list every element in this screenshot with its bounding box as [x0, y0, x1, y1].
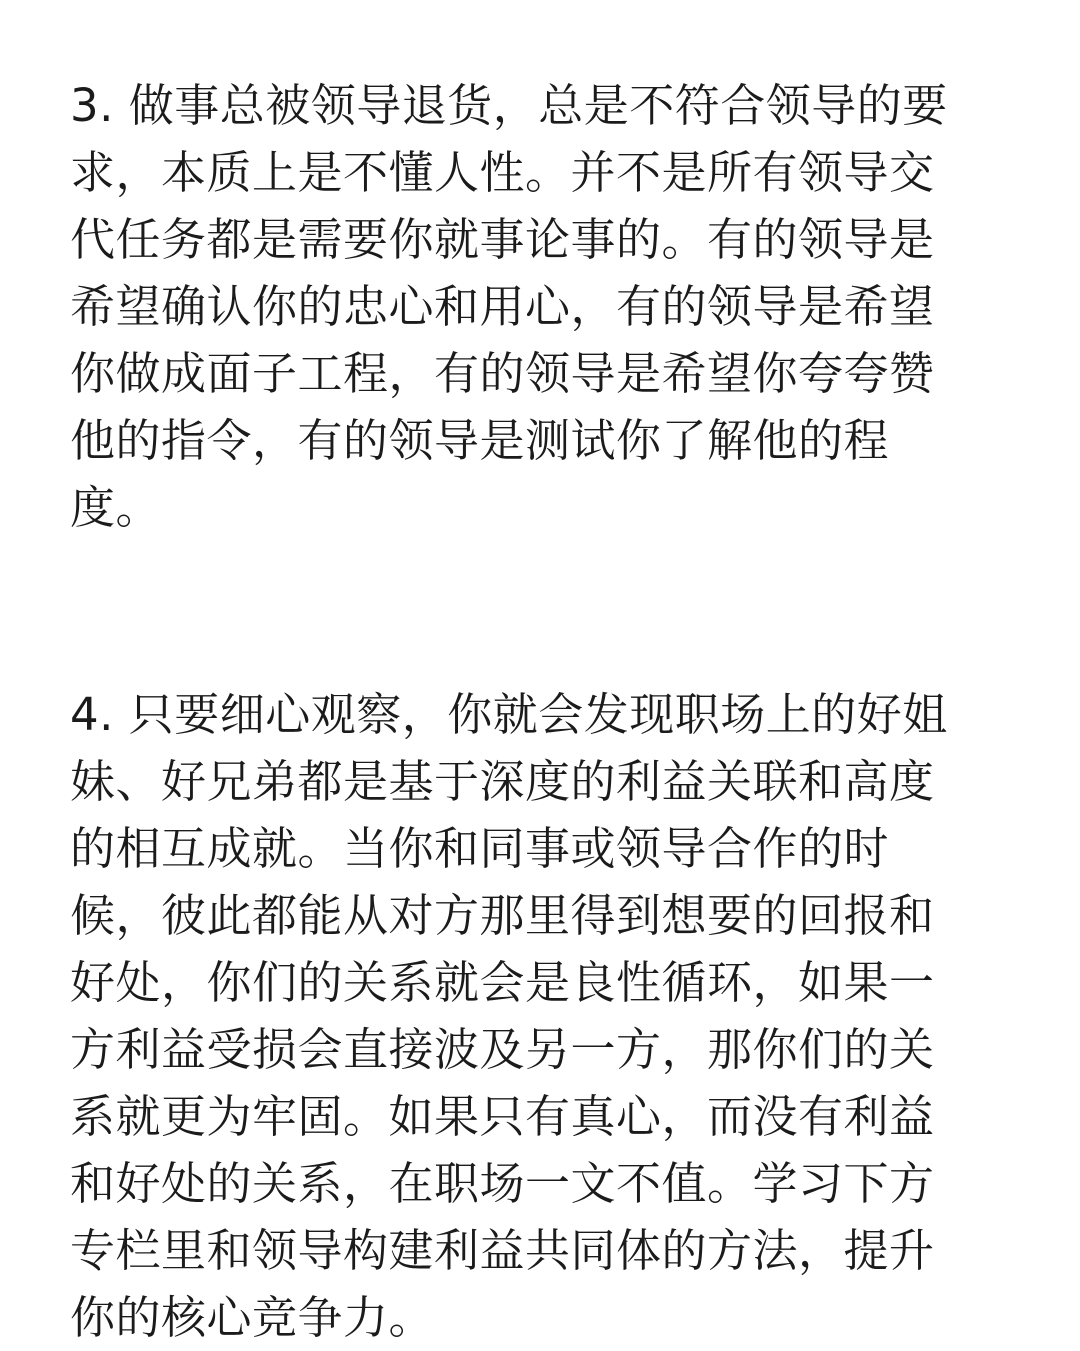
- paragraph-spacer: [70, 541, 990, 681]
- paragraph-line: 他的指令，有的领导是测试你了解他的程: [70, 414, 890, 467]
- paragraph-line: 希望确认你的忠心和用心，有的领导是希望: [70, 280, 935, 333]
- paragraph-line: 候，彼此都能从对方那里得到想要的回报和: [70, 889, 935, 942]
- article-body: [70, 72, 990, 1351]
- paragraph-3: [70, 72, 990, 541]
- paragraph-line: 的相互成就。当你和同事或领导合作的时: [70, 822, 890, 875]
- paragraph-line: 方利益受损会直接波及另一方，那你们的关: [70, 1023, 935, 1076]
- paragraph-line: 和好处的关系，在职场一文不值。学习下方: [70, 1157, 935, 1210]
- paragraph-line: 求，本质上是不懂人性。并不是所有领导交: [70, 146, 935, 199]
- paragraph-line: 妹、好兄弟都是基于深度的利益关联和高度: [70, 755, 935, 808]
- paragraph-line: 3. 做事总被领导退货，总是不符合领导的要: [70, 79, 948, 132]
- paragraph-line: 你做成面子工程，有的领导是希望你夸夸赞: [70, 347, 935, 400]
- paragraph-line: 4. 只要细心观察，你就会发现职场上的好姐: [70, 688, 948, 741]
- paragraph-line: 代任务都是需要你就事论事的。有的领导是: [70, 213, 935, 266]
- paragraph-line: 好处，你们的关系就会是良性循环，如果一: [70, 956, 935, 1009]
- paragraph-line: 专栏里和领导构建利益共同体的方法，提升: [70, 1224, 935, 1277]
- paragraph-line: 你的核心竞争力。: [70, 1291, 435, 1344]
- paragraph-line: 度。: [70, 481, 162, 534]
- paragraph-line: 系就更为牢固。如果只有真心，而没有利益: [70, 1090, 935, 1143]
- paragraph-4: [70, 681, 990, 1351]
